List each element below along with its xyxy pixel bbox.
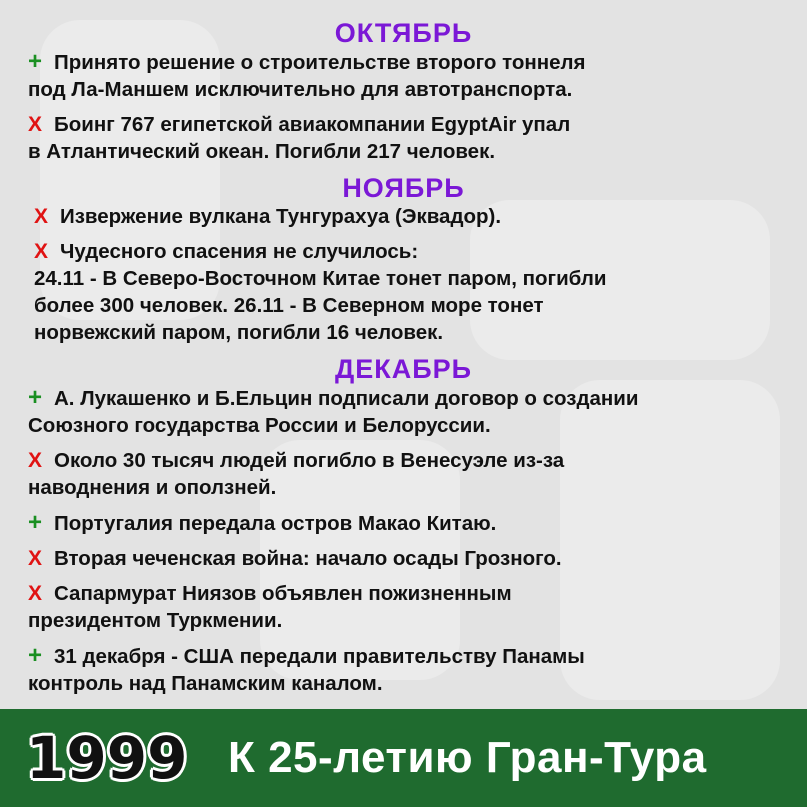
events-list: [0, 18, 807, 705]
event-text-line: президентом Туркмении.: [28, 609, 283, 632]
plus-icon: +: [28, 642, 43, 669]
cross-icon: Х: [28, 547, 43, 570]
event-text-line: А. Лукашенко и Б.Ельцин подписали договор о создании: [54, 387, 639, 410]
event-item: [0, 111, 807, 165]
plus-icon: +: [28, 384, 43, 411]
anniversary-slogan: К 25-летию Гран-Тура: [228, 733, 707, 782]
event-item: [0, 384, 807, 439]
event-text-line: 24.11 - В Северо-Восточном Китае тонет паром, погибли: [34, 267, 607, 290]
cross-icon: Х: [28, 582, 43, 605]
cross-icon: Х: [28, 113, 43, 136]
plus-icon: +: [28, 509, 43, 536]
event-text-line: Вторая чеченская война: начало осады Грозного.: [54, 547, 562, 570]
event-item: [0, 545, 807, 572]
plus-icon: +: [28, 48, 43, 75]
event-text-line: норвежский паром, погибли 16 человек.: [34, 321, 444, 344]
event-text-line: под Ла-Маншем исключительно для автотранспорта.: [28, 78, 573, 101]
event-item: [0, 447, 807, 501]
year-label: 1999: [26, 724, 188, 792]
event-text-line: Сапармурат Ниязов объявлен пожизненным: [54, 582, 512, 605]
event-item: [0, 48, 807, 103]
cross-icon: Х: [34, 240, 49, 263]
month-heading: НОЯБРЬ: [342, 173, 465, 203]
cross-icon: Х: [34, 205, 49, 228]
event-text-line: Принято решение о строительстве второго тоннеля: [54, 51, 586, 74]
event-text-line: Португалия передала остров Макао Китаю.: [54, 512, 497, 535]
event-text-line: более 300 человек. 26.11 - В Северном море тонет: [34, 294, 544, 317]
event-text-line: наводнения и оползней.: [28, 476, 277, 499]
event-text-line: Союзного государства России и Белоруссии.: [28, 414, 491, 437]
event-text-line: в Атлантический океан. Погибли 217 человек.: [28, 140, 496, 163]
event-text-line: Около 30 тысяч людей погибло в Венесуэле из-за: [54, 449, 565, 472]
cross-icon: Х: [28, 449, 43, 472]
event-text-line: Извержение вулкана Тунгурахуа (Эквадор).: [60, 205, 502, 228]
month-heading: ОКТЯБРЬ: [334, 18, 473, 48]
event-text-line: 31 декабря - США передали правительству Панамы: [54, 645, 585, 668]
event-item: [0, 580, 807, 634]
footer-banner: [0, 709, 807, 807]
month-heading: ДЕКАБРЬ: [334, 354, 473, 384]
event-text-line: Боинг 767 египетской авиакомпании EgyptAir упал: [54, 113, 571, 136]
event-item: [0, 238, 807, 346]
event-text-line: Чудесного спасения не случилось:: [60, 240, 419, 263]
event-text-line: контроль над Панамским каналом.: [28, 672, 383, 695]
event-item: [0, 509, 807, 537]
event-item: [0, 203, 807, 230]
event-item: [0, 642, 807, 697]
